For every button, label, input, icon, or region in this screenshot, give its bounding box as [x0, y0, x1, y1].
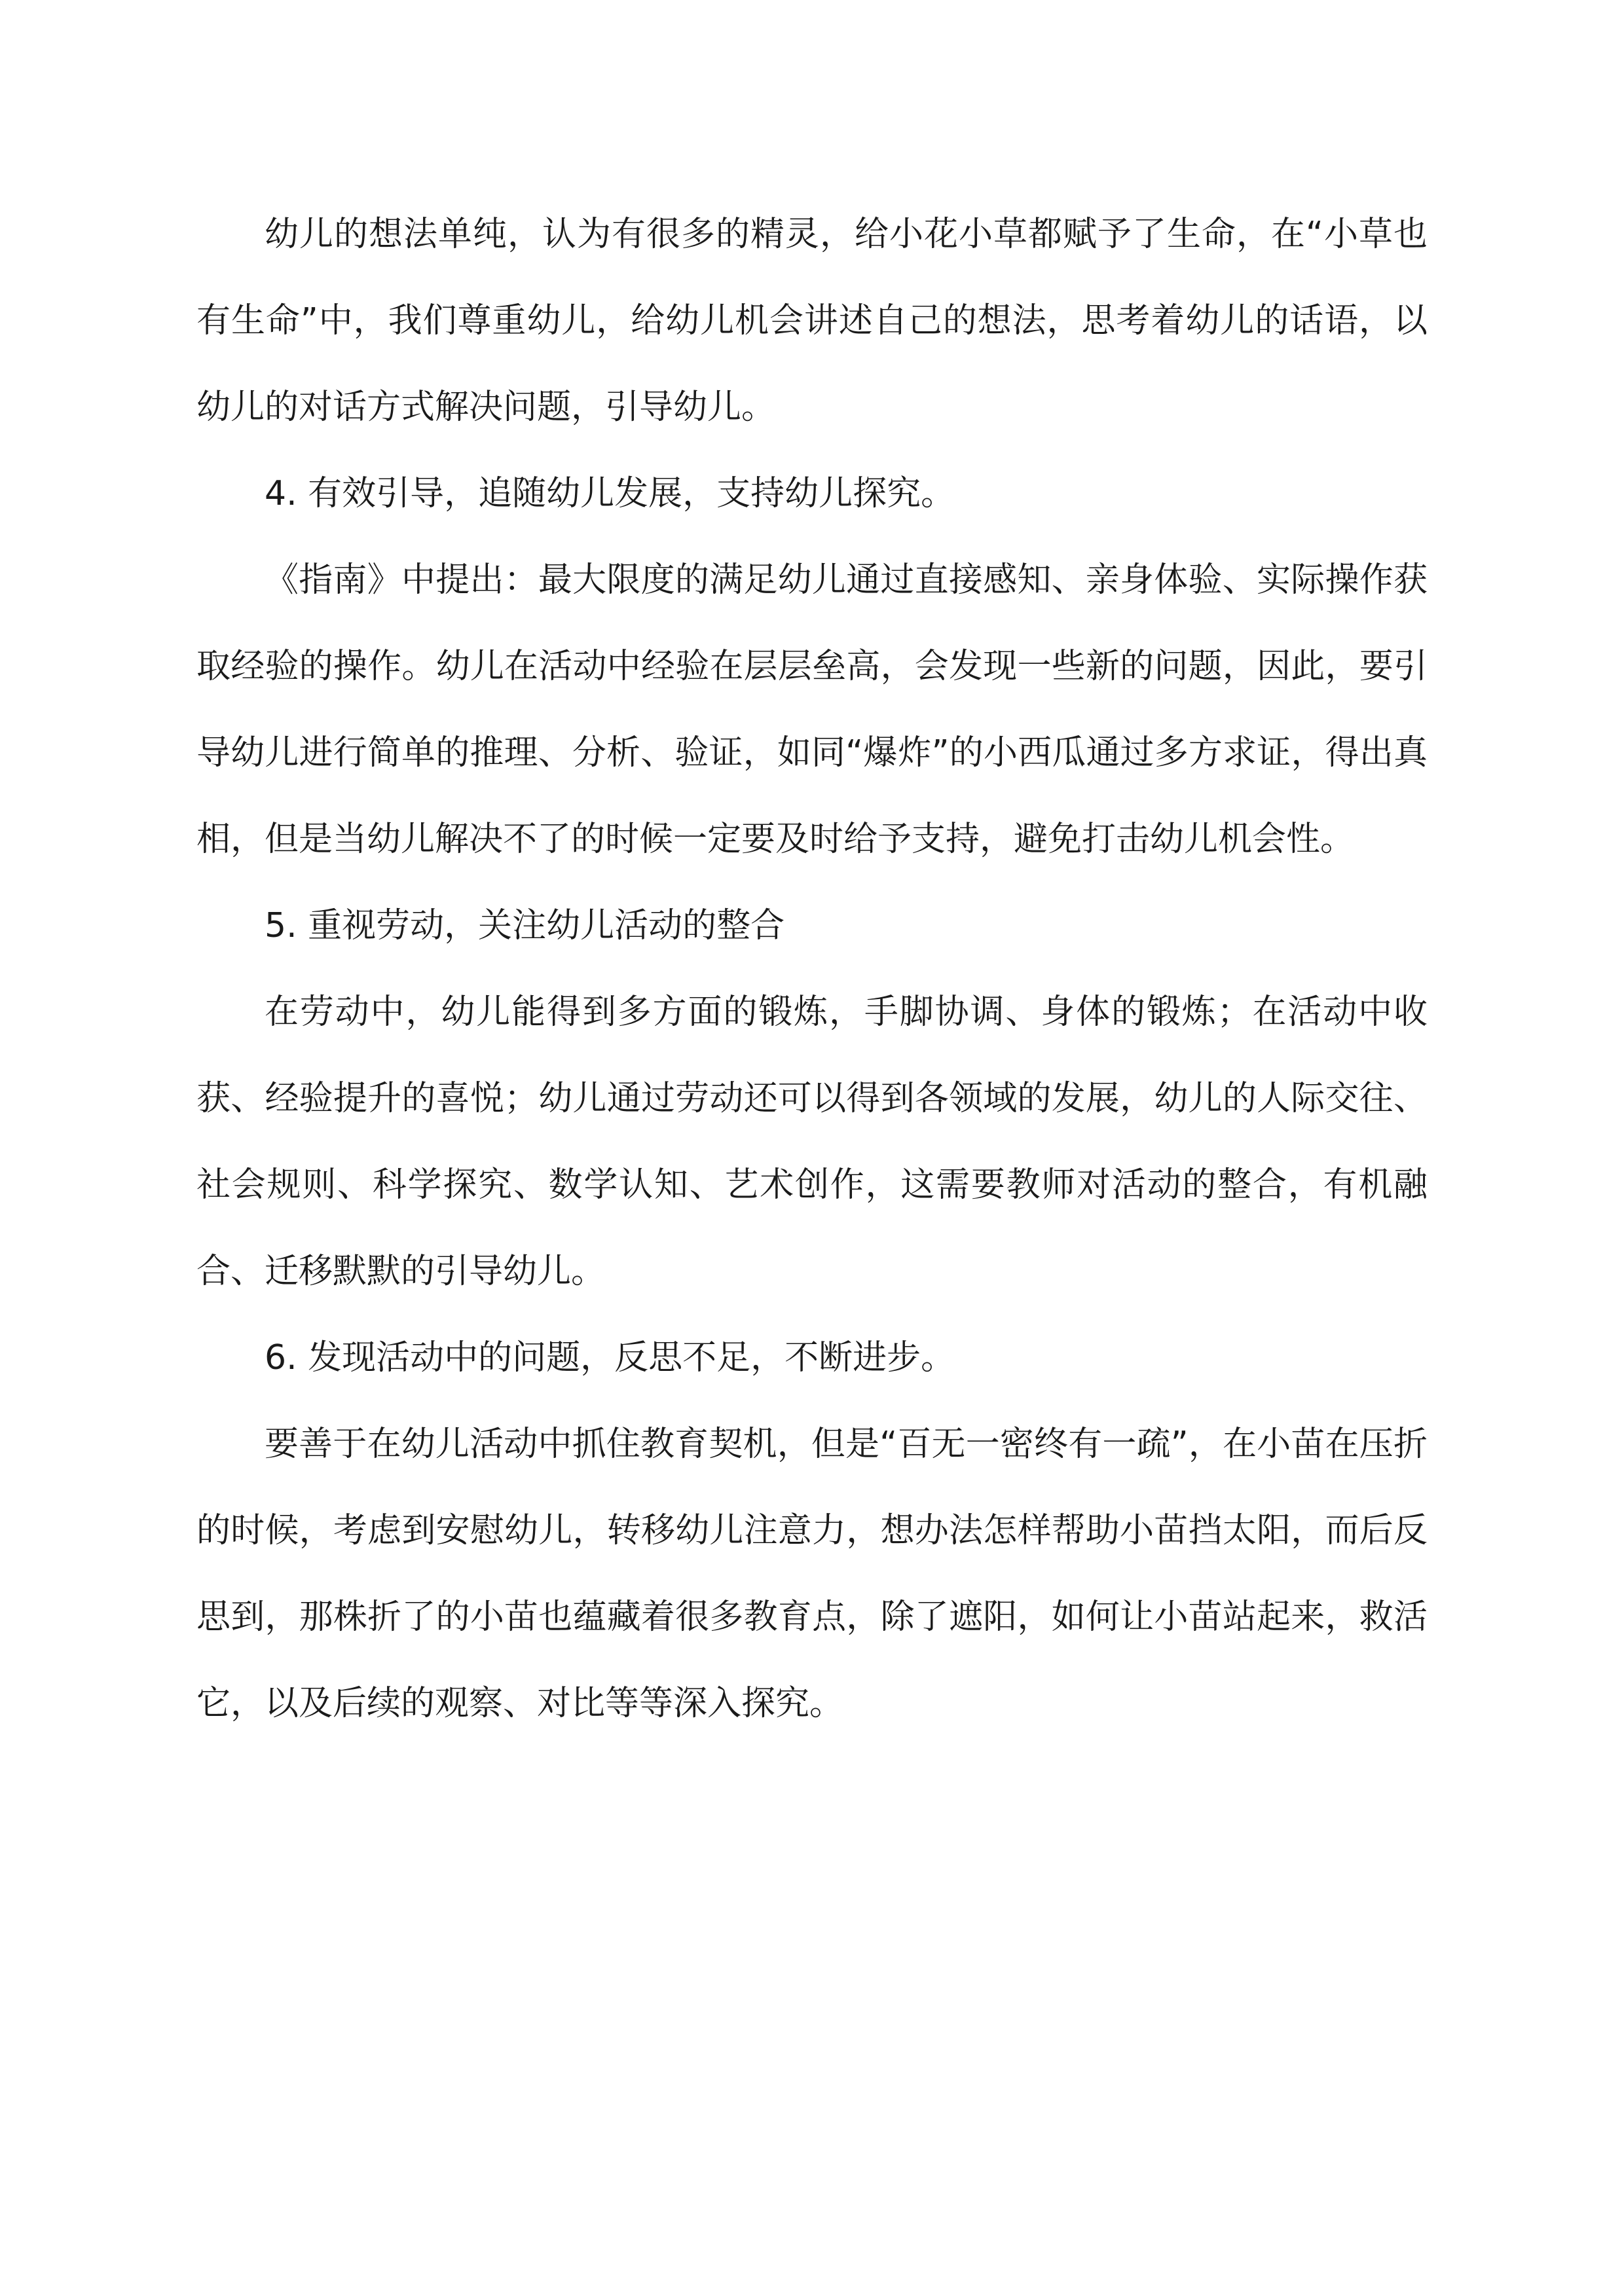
paragraph-labor-benefits: 在劳动中，幼儿能得到多方面的锻炼，手脚协调、身体的锻炼；在活动中收获、经验提升的喜悦；幼儿通过劳动还可以得到各领域的发展，幼儿的人际交往、社会规则、科学探究、数学认知、艺术创作，这需要教师对活动的整合，有机融合、迁移默默的引导幼儿。 [196, 993, 1428, 1291]
heading-reflect-problems: 6. 发现活动中的问题，反思不足，不断进步。 [265, 1338, 955, 1377]
heading-value-labor: 5. 重视劳动，关注幼儿活动的整合 [265, 906, 785, 945]
paragraph-guide-exploration: 《指南》中提出：最大限度的满足幼儿通过直接感知、亲身体验、实际操作获取经验的操作。幼儿在活动中经验在层层垒高，会发现一些新的问题，因此，要引导幼儿进行简单的推理、分析、验证，如同“爆炸”的小西瓜通过多方求证，得出真相，但是当幼儿解决不了的时候一定要及时给予支持，避免打击幼儿机会性。 [196, 560, 1428, 859]
paragraph-respect-ideas: 幼儿的想法单纯，认为有很多的精灵，给小花小草都赋予了生命，在“小草也有生命”中，我们尊重幼儿，给幼儿机会讲述自己的想法，思考着幼儿的话语，以幼儿的对话方式解决问题，引导幼儿。 [196, 215, 1428, 427]
paragraph-reflection: 要善于在幼儿活动中抓住教育契机，但是“百无一密终有一疏”，在小苗在压折的时候，考虑到安慰幼儿，转移幼儿注意力，想办法怎样帮助小苗挡太阳，而后反思到，那株折了的小苗也蕴藏着很多教育点，除了遮阳，如何让小苗站起来，救活它，以及后续的观察、对比等等深入探究。 [196, 1425, 1428, 1723]
document-body [196, 191, 1428, 1747]
heading-effective-guidance: 4. 有效引导，追随幼儿发展，支持幼儿探究。 [265, 474, 955, 513]
